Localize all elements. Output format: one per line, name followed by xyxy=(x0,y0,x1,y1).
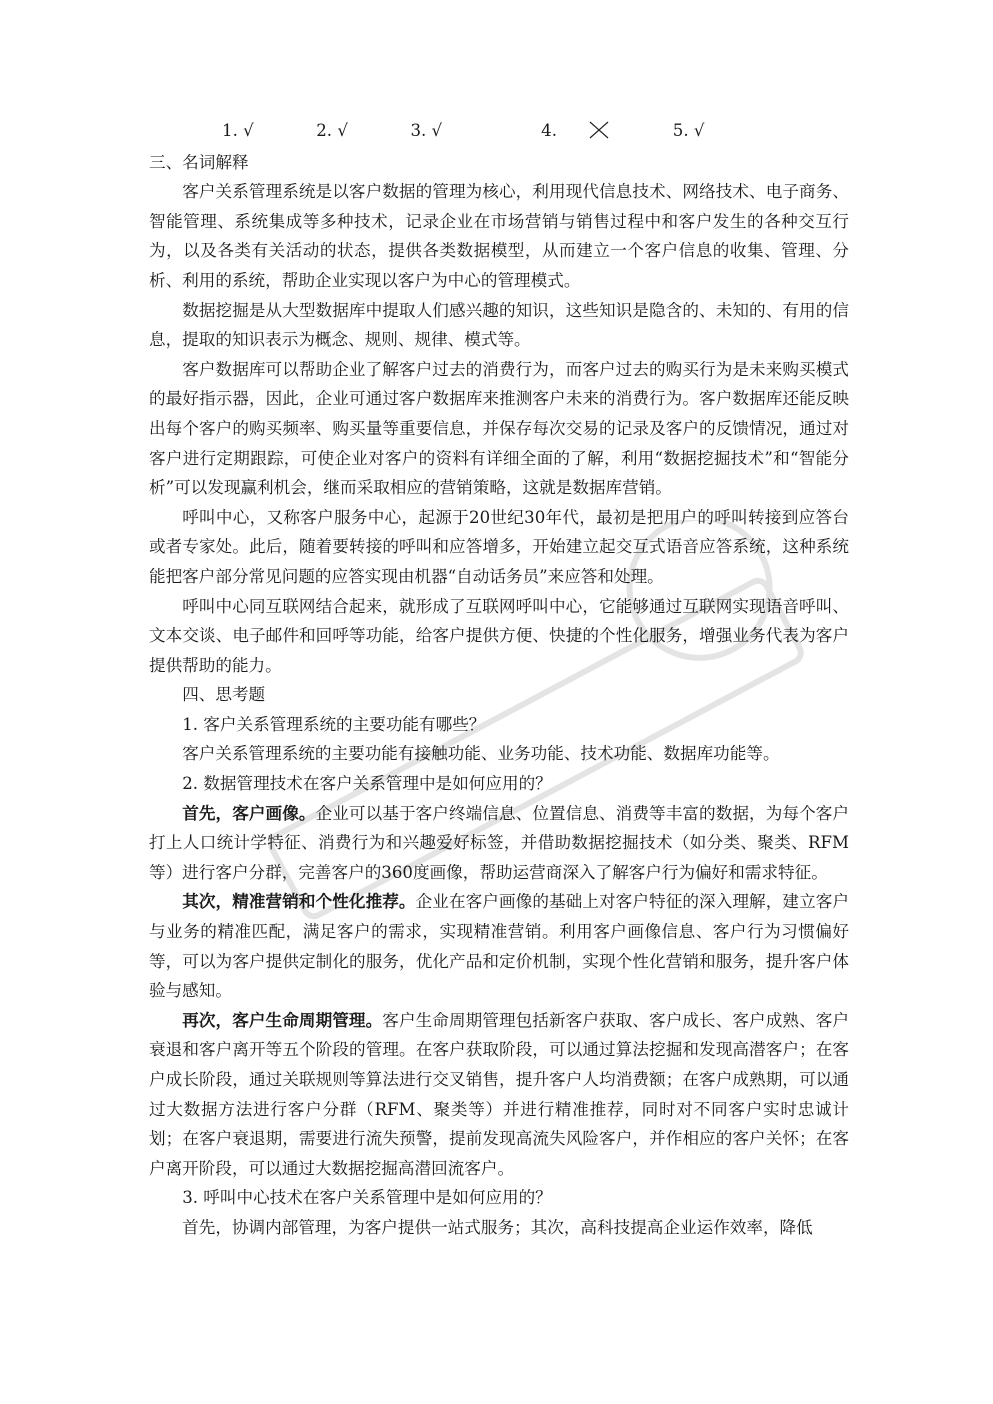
answer-paragraph-customer-profile: 首先，客户画像。企业可以基于客户终端信息、位置信息、消费等丰富的数据，为每个客户打上人口统计学特征、消费行为和兴趣爱好标签，并借助数据挖掘技术（如分类、聚类、RFM等）进行客户分群，完善客户的360度画像，帮助运营商深入了解客户行为偏好和需求特征。 xyxy=(149,802,850,882)
question-3: 3. 呼叫中心技术在客户关系管理中是如何应用的？ xyxy=(182,1188,552,1208)
bold-lead-2: 其次，精准营销和个性化推荐。 xyxy=(182,891,416,912)
answer-paragraph-lifecycle: 再次，客户生命周期管理。客户生命周期管理包括新客户获取、客户成长、客户成熟、客户衰退和客户离开等五个阶段的管理。在客户获取阶段，可以通过算法挖掘和发现高潜客户；在客户成长阶段，通过关联规则等算法进行交叉销售，提升客户人均消费额；在客户成熟期，可以通过大数据方法进行客户分群（RFM、聚类等）并进行精准推荐，同时对不同客户实时忠诚计划；在客户衰退期，需要进行流失预警，提前发现高流失风险客户，并作相应的客户关怀；在客户离开阶段，可以通过大数据挖掘高潜回流客户。 xyxy=(149,1009,850,1178)
answer-key-row xyxy=(149,116,849,146)
answer-4: 4. xyxy=(468,116,610,146)
section-heading-terms: 三、名词解释 xyxy=(149,152,249,172)
answer-3: 3. √ xyxy=(410,121,443,140)
answer-2: 2. √ xyxy=(316,121,348,140)
section-heading-questions: 四、思考题 xyxy=(182,685,266,705)
bold-lead-3: 再次，客户生命周期管理。 xyxy=(182,1009,383,1030)
answer-5: 5. √ xyxy=(672,121,705,140)
paragraph-internet-call-center: 呼叫中心同互联网结合起来，就形成了互联网呼叫中心，它能够通过互联网实现语音呼叫、文本交谈、电子邮件和回呼等功能，给客户提供方便、快捷的个性化服务，增强业务代表为客户提供帮助的能力。 xyxy=(149,596,849,675)
answer-paragraph-1: 客户关系管理系统的主要功能有接触功能、业务功能、技术功能、数据库功能等。 xyxy=(182,744,780,764)
document-page xyxy=(149,116,849,1243)
question-2: 2. 数据管理技术在客户关系管理中是如何应用的？ xyxy=(182,774,552,794)
question-1: 1. 客户关系管理系统的主要功能有哪些？ xyxy=(182,714,486,734)
answer-1: 1. √ xyxy=(222,121,254,140)
paragraph-customer-database: 客户数据库可以帮助企业了解客户过去的消费行为，而客户过去的购买行为是未来购买模式的最好指示器，因此，企业可通过客户数据库来推测客户未来的消费行为。客户数据库还能反映出每个客户的购买频率、购买量等重要信息，并保存每次交易的记录及客户的反馈情况，通过对客户进行定期跟踪，可使企业对客户的资料有详细全面的了解，利用“数据挖掘技术”和“智能分析”可以发现赢利机会，继而采取相应的营销策略，这就是数据库营销。 xyxy=(149,359,849,498)
paragraph-data-mining: 数据挖掘是从大型数据库中提取人们感兴趣的知识，这些知识是隐含的、未知的、有用的信息，提取的知识表示为概念、规则、规律、模式等。 xyxy=(149,300,849,350)
paragraph-call-center: 呼叫中心，又称客户服务中心，起源于20世纪30年代，最初是把用户的呼叫转接到应答台或者专家处。此后，随着要转接的呼叫和应答增多，开始建立起交互式语音应答系统，这种系统能把客户部分常见问题的应答实现由机器“自动话务员”来应答和处理。 xyxy=(149,507,849,586)
cross-icon xyxy=(588,121,610,139)
answer-paragraph-3: 首先，协调内部管理，为客户提供一站式服务；其次，高科技提高企业运作效率，降低 xyxy=(182,1217,813,1237)
bold-lead-1: 首先，客户画像。 xyxy=(182,802,316,823)
paragraph-crm-definition: 客户关系管理系统是以客户数据的管理为核心，利用现代信息技术、网络技术、电子商务、智能管理、系统集成等多种技术，记录企业在市场营销与销售过程中和客户发生的各种交互行为，以及各类有关活动的状态，提供各类数据模型，从而建立一个客户信息的收集、管理、分析、利用的系统，帮助企业实现以客户为中心的管理模式。 xyxy=(149,182,849,290)
answer-paragraph-precision-marketing: 其次，精准营销和个性化推荐。企业在客户画像的基础上对客户特征的深入理解，建立客户与业务的精准匹配，满足客户的需求，实现精准营销。利用客户画像信息、客户行为习惯偏好等，可以为客户提供定制化的服务，优化产品和定价机制，实现个性化营销和服务，提升客户体验与感知。 xyxy=(149,891,850,1001)
